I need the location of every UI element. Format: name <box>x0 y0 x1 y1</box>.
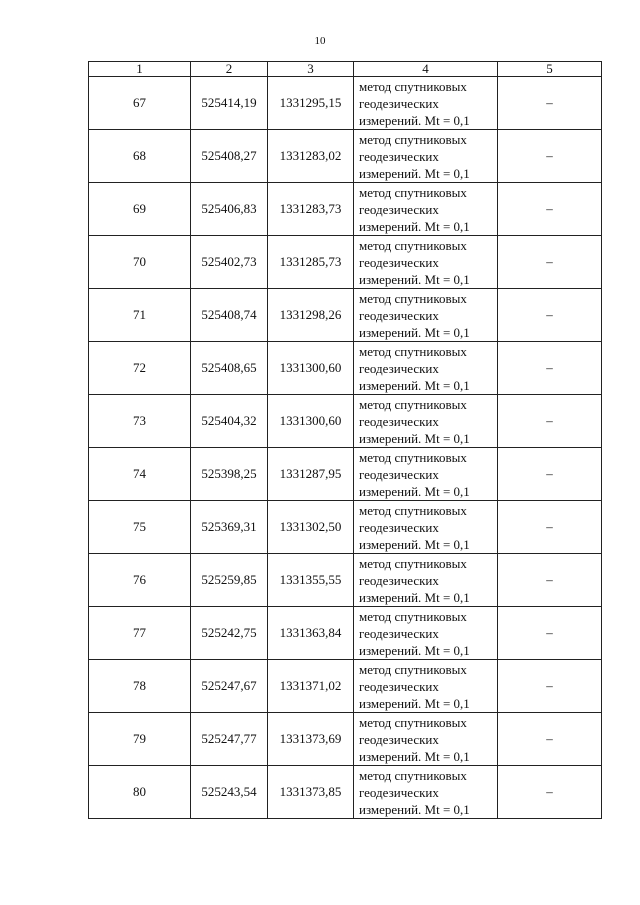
x-coordinate-cell: 525369,31 <box>191 501 268 554</box>
column5-cell: – <box>498 607 602 660</box>
method-line: геодезических <box>359 254 439 270</box>
coordinates-table <box>88 61 602 819</box>
point-number-cell: 69 <box>89 183 191 236</box>
point-number-cell: 71 <box>89 289 191 342</box>
method-cell <box>354 660 498 713</box>
method-line: метод спутниковых <box>359 714 467 730</box>
x-coordinate-cell: 525247,77 <box>191 713 268 766</box>
method-cell <box>354 766 498 819</box>
x-coordinate-cell: 525398,25 <box>191 448 268 501</box>
method-line: геодезических <box>359 413 439 429</box>
point-number-cell: 75 <box>89 501 191 554</box>
method-line: метод спутниковых <box>359 767 467 783</box>
x-coordinate-cell: 525402,73 <box>191 236 268 289</box>
table-row <box>89 236 602 289</box>
point-number-cell: 72 <box>89 342 191 395</box>
method-line: измерений. Mt = 0,1 <box>359 695 470 711</box>
method-line: метод спутниковых <box>359 502 467 518</box>
method-cell <box>354 77 498 130</box>
y-coordinate-cell: 1331363,84 <box>268 607 354 660</box>
method-line: метод спутниковых <box>359 608 467 624</box>
method-line: измерений. Mt = 0,1 <box>359 165 470 181</box>
table-body <box>89 77 602 819</box>
column5-cell: – <box>498 448 602 501</box>
method-line: измерений. Mt = 0,1 <box>359 589 470 605</box>
method-line: метод спутниковых <box>359 184 467 200</box>
y-coordinate-cell: 1331283,73 <box>268 183 354 236</box>
column-header: 4 <box>354 62 498 77</box>
point-number-cell: 68 <box>89 130 191 183</box>
page-number: 10 <box>314 35 326 47</box>
table-row <box>89 448 602 501</box>
column5-cell: – <box>498 395 602 448</box>
table-row <box>89 554 602 607</box>
x-coordinate-cell: 525408,74 <box>191 289 268 342</box>
x-coordinate-cell: 525247,67 <box>191 660 268 713</box>
method-cell <box>354 448 498 501</box>
y-coordinate-cell: 1331285,73 <box>268 236 354 289</box>
y-coordinate-cell: 1331355,55 <box>268 554 354 607</box>
method-line: измерений. Mt = 0,1 <box>359 324 470 340</box>
point-number-cell: 79 <box>89 713 191 766</box>
y-coordinate-cell: 1331287,95 <box>268 448 354 501</box>
point-number-cell: 73 <box>89 395 191 448</box>
table-row <box>89 77 602 130</box>
method-line: метод спутниковых <box>359 237 467 253</box>
table-row <box>89 501 602 554</box>
table-row <box>89 607 602 660</box>
column-header: 5 <box>498 62 602 77</box>
column-header: 1 <box>89 62 191 77</box>
method-cell <box>354 395 498 448</box>
method-line: геодезических <box>359 784 439 800</box>
method-cell <box>354 130 498 183</box>
table-row <box>89 183 602 236</box>
method-line: измерений. Mt = 0,1 <box>359 218 470 234</box>
column5-cell: – <box>498 713 602 766</box>
y-coordinate-cell: 1331300,60 <box>268 342 354 395</box>
table-row <box>89 289 602 342</box>
method-line: измерений. Mt = 0,1 <box>359 748 470 764</box>
y-coordinate-cell: 1331373,69 <box>268 713 354 766</box>
point-number-cell: 74 <box>89 448 191 501</box>
y-coordinate-cell: 1331373,85 <box>268 766 354 819</box>
table-row <box>89 713 602 766</box>
x-coordinate-cell: 525242,75 <box>191 607 268 660</box>
method-line: измерений. Mt = 0,1 <box>359 271 470 287</box>
method-line: измерений. Mt = 0,1 <box>359 483 470 499</box>
point-number-cell: 67 <box>89 77 191 130</box>
method-line: геодезических <box>359 466 439 482</box>
method-line: измерений. Mt = 0,1 <box>359 642 470 658</box>
column5-cell: – <box>498 183 602 236</box>
method-line: метод спутниковых <box>359 131 467 147</box>
table-row <box>89 342 602 395</box>
column5-cell: – <box>498 766 602 819</box>
method-line: измерений. Mt = 0,1 <box>359 112 470 128</box>
column5-cell: – <box>498 236 602 289</box>
method-line: геодезических <box>359 307 439 323</box>
method-line: геодезических <box>359 678 439 694</box>
x-coordinate-cell: 525259,85 <box>191 554 268 607</box>
method-line: геодезических <box>359 572 439 588</box>
column5-cell: – <box>498 77 602 130</box>
method-cell <box>354 236 498 289</box>
column5-cell: – <box>498 660 602 713</box>
x-coordinate-cell: 525408,65 <box>191 342 268 395</box>
method-line: метод спутниковых <box>359 78 467 94</box>
method-line: геодезических <box>359 519 439 535</box>
column5-cell: – <box>498 289 602 342</box>
point-number-cell: 80 <box>89 766 191 819</box>
method-line: метод спутниковых <box>359 555 467 571</box>
method-line: измерений. Mt = 0,1 <box>359 801 470 817</box>
y-coordinate-cell: 1331302,50 <box>268 501 354 554</box>
column5-cell: – <box>498 501 602 554</box>
method-line: геодезических <box>359 360 439 376</box>
table-row <box>89 766 602 819</box>
x-coordinate-cell: 525404,32 <box>191 395 268 448</box>
method-line: геодезических <box>359 625 439 641</box>
column5-cell: – <box>498 342 602 395</box>
method-cell <box>354 554 498 607</box>
point-number-cell: 77 <box>89 607 191 660</box>
method-line: метод спутниковых <box>359 343 467 359</box>
y-coordinate-cell: 1331300,60 <box>268 395 354 448</box>
method-cell <box>354 183 498 236</box>
method-cell <box>354 713 498 766</box>
method-line: метод спутниковых <box>359 290 467 306</box>
x-coordinate-cell: 525406,83 <box>191 183 268 236</box>
column5-cell: – <box>498 554 602 607</box>
method-line: метод спутниковых <box>359 449 467 465</box>
method-line: измерений. Mt = 0,1 <box>359 536 470 552</box>
method-cell <box>354 289 498 342</box>
method-line: геодезических <box>359 95 439 111</box>
y-coordinate-cell: 1331283,02 <box>268 130 354 183</box>
method-line: измерений. Mt = 0,1 <box>359 430 470 446</box>
table-row <box>89 660 602 713</box>
y-coordinate-cell: 1331371,02 <box>268 660 354 713</box>
method-cell <box>354 342 498 395</box>
method-cell <box>354 607 498 660</box>
table-header-row <box>89 62 602 77</box>
column5-cell: – <box>498 130 602 183</box>
point-number-cell: 70 <box>89 236 191 289</box>
method-line: метод спутниковых <box>359 661 467 677</box>
y-coordinate-cell: 1331295,15 <box>268 77 354 130</box>
y-coordinate-cell: 1331298,26 <box>268 289 354 342</box>
column-header: 3 <box>268 62 354 77</box>
x-coordinate-cell: 525243,54 <box>191 766 268 819</box>
column-header: 2 <box>191 62 268 77</box>
method-cell <box>354 501 498 554</box>
method-line: метод спутниковых <box>359 396 467 412</box>
table-row <box>89 395 602 448</box>
x-coordinate-cell: 525408,27 <box>191 130 268 183</box>
point-number-cell: 78 <box>89 660 191 713</box>
point-number-cell: 76 <box>89 554 191 607</box>
method-line: измерений. Mt = 0,1 <box>359 377 470 393</box>
method-line: геодезических <box>359 731 439 747</box>
method-line: геодезических <box>359 201 439 217</box>
method-line: геодезических <box>359 148 439 164</box>
table-row <box>89 130 602 183</box>
x-coordinate-cell: 525414,19 <box>191 77 268 130</box>
